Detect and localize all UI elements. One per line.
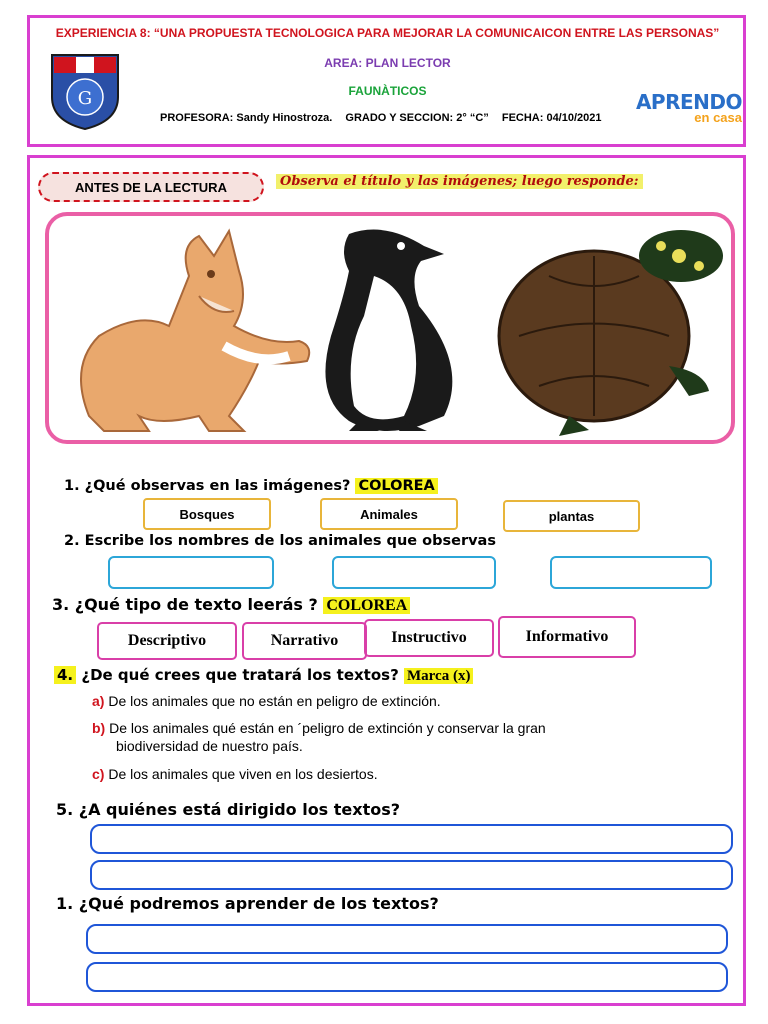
instruction-note: Observa el título y las imágenes; luego responde: [276, 174, 643, 189]
option-bosques[interactable]: Bosques [143, 498, 271, 530]
answer-b[interactable] [92, 720, 546, 736]
answer-c[interactable] [92, 766, 378, 782]
svg-text:G: G [77, 88, 93, 109]
question-1 [64, 478, 438, 494]
puma-icon [81, 231, 309, 431]
experience-title: EXPERIENCIA 8: “UNA PROPUESTA TECNOLOGICA PARA MEJORAR LA COMUNICAICON ENTRE LAS PERSONAS” [55, 26, 720, 40]
q1-text: ¿Qué observas en las imágenes? [84, 478, 351, 494]
info-line [160, 112, 612, 124]
question-5 [56, 800, 400, 819]
q3-number: 3. [52, 595, 70, 614]
aprendo-en-casa-logo [632, 90, 742, 130]
brand-bottom: en casa [694, 110, 742, 125]
penguin-icon [325, 230, 452, 431]
q5-answer-line-2[interactable] [90, 860, 733, 890]
turtle-icon [499, 230, 723, 436]
header-box [27, 15, 746, 147]
section-tag: ANTES DE LA LECTURA [38, 172, 264, 202]
q4-number: 4. [54, 666, 76, 684]
answer-c-text: De los animales que viven en los desiertos. [108, 766, 378, 782]
animal-name-field-1[interactable] [108, 556, 274, 589]
option-animales[interactable]: Animales [320, 498, 458, 530]
question-6 [56, 894, 439, 913]
q5-answer-line-1[interactable] [90, 824, 733, 854]
animals-illustration [49, 216, 731, 440]
teacher-label: PROFESORA: Sandy Hinostroza. [160, 112, 333, 124]
animal-name-field-3[interactable] [550, 556, 712, 589]
subtitle: FAUNÀTICOS [348, 84, 427, 98]
q3-text: ¿Qué tipo de texto leerás ? [74, 595, 318, 614]
question-3 [52, 595, 410, 615]
q2-number: 2. [64, 533, 80, 549]
option-informativo[interactable]: Informativo [498, 616, 636, 658]
school-crest-icon [46, 51, 124, 131]
answer-b-text: De los animales qué están en ´peligro de extinción y conservar la gran [109, 720, 546, 736]
q1-highlight: COLOREA [355, 478, 437, 494]
answer-a[interactable] [92, 693, 441, 709]
option-descriptivo[interactable]: Descriptivo [97, 622, 237, 660]
answer-b-continued: biodiversidad de nuestro país. [116, 738, 303, 754]
option-narrativo[interactable]: Narrativo [242, 622, 367, 660]
option-plantas[interactable]: plantas [503, 500, 640, 532]
q4-highlight: Marca (x) [404, 668, 473, 684]
q1-number: 1. [64, 478, 80, 494]
q6-answer-line-2[interactable] [86, 962, 728, 992]
answer-a-text: De los animales que no están en peligro de extinción. [108, 693, 441, 709]
area-label: AREA: PLAN LECTOR [324, 56, 451, 70]
question-4 [54, 666, 473, 685]
grade-label: GRADO Y SECCION: 2° “C” [345, 112, 489, 124]
animal-name-field-2[interactable] [332, 556, 496, 589]
answer-a-letter: a) [92, 693, 105, 709]
answer-b-letter: b) [92, 720, 106, 736]
answer-c-letter: c) [92, 766, 105, 782]
q6-answer-line-1[interactable] [86, 924, 728, 954]
q4-text: ¿De qué crees que tratará los textos? [81, 666, 399, 684]
date-label: FECHA: 04/10/2021 [501, 112, 602, 124]
q5-number: 5. [56, 800, 74, 819]
question-2 [64, 533, 496, 549]
main-box [27, 155, 746, 1006]
q6-text: ¿Qué podremos aprender de los textos? [78, 894, 439, 913]
q5-text: ¿A quiénes está dirigido los textos? [78, 800, 401, 819]
animals-image-frame [45, 212, 735, 444]
brand-top: APRENDO [635, 90, 742, 114]
q2-text: Escribe los nombres de los animales que observas [84, 533, 496, 549]
option-instructivo[interactable]: Instructivo [364, 619, 494, 657]
q3-highlight: COLOREA [323, 597, 410, 614]
q6-number: 1. [56, 894, 74, 913]
